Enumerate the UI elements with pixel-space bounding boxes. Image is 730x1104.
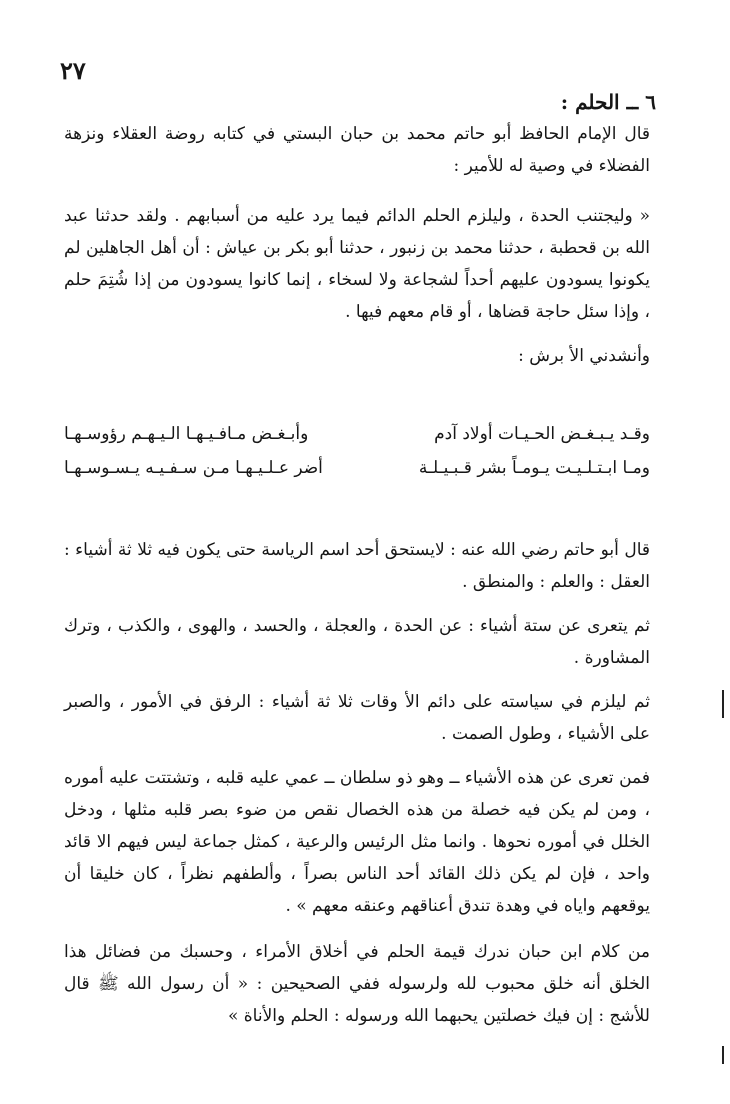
page-number: ٢٧ [60, 56, 86, 85]
paragraph-ruler-example: فمن تعرى عن هذه الأشياء ــ وهو ذو سلطان ــ عمي عليه قلبه ، وتشتتت عليه أموره ، ومن لم يكن فيه خصلة من هذه الخصال نقص من ضوء بصر قلبه مثلها ، ودخل الخلل في أموره نحوها . وانما مثل الرئيس والرعية ، كمثل جماعة ليس فيهم الا قائد واحد ، فإن لم يكن ذلك القائد أحد الناس بصراً ، وألطفهم نظراً ، كان خليقا أن يوقعهم واياه في وهدة تندق أعناقهم وعنقه معهم » . [64, 768, 650, 916]
poem-line-1-first-hemistich: وقـد يـبـغـض الحـيـات أولاد آدم [434, 424, 650, 444]
poem-line-2-second-hemistich: أضر عـلـيـهـا مـن سـفـيـه يـسـوسـهـا [64, 458, 323, 478]
section-heading: ٦ ــ الحلم : [560, 90, 656, 114]
paragraph-leadership-qualities: قال أبو حاتم رضي الله عنه : لايستحق أحد اسم الرياسة حتى يكون فيه ثلا ثة أشياء : العقل : والعلم : والمنطق . [64, 540, 650, 592]
paragraph-quote: « وليجتنب الحدة ، وليلزم الحلم الدائم فيما يرد عليه من أسبابهم . ولقد حدثنا عبد الله بن قحطبة ، حدثنا محمد بن زنبور ، حدثنا أبو بكر بن عياش : أن أهل الجاهلين لم يكونوا يسودون عليهم أحداً لشجاعة ولا لسخاء ، إنما كانوا يسودون من إذا شُتِمَ حلم ، وإذا سئل حاجة قضاها ، أو قام معهم فيها . [64, 206, 650, 322]
paragraph-six-things: ثم يتعرى عن ستة أشياء : عن الحدة ، والعجلة ، والحسد ، والهوى ، والكذب ، وترك المشاورة . [64, 616, 650, 668]
paragraph-hadith: من كلام ابن حبان ندرك قيمة الحلم في أخلاق الأمراء ، وحسبك من فضائل هذا الخلق أنه خلق محبوب لله ولرسوله ففي الصحيحين : « أن رسول الله ﷺ قال للأشج : إن فيك خصلتين يحبهما الله ورسوله : الحلم والأناة » [64, 942, 650, 1026]
paragraph-intro: قال الإمام الحافظ أبو حاتم محمد بن حبان البستي في كتابه روضة العقلاء ونزهة الفضلاء في وصية له للأمير : [64, 124, 650, 176]
paragraph-three-things: ثم ليلزم في سياسته على دائم الأ وقات ثلا ثة أشياء : الرفق في الأمور ، والصبر على الأشياء ، وطول الصمت . [64, 692, 650, 744]
margin-mark [722, 1046, 724, 1064]
poem-line-2-first-hemistich: ومـا ابـتـلـيـت يـومـاً بشر قـبـيـلـة [418, 458, 650, 478]
margin-mark [722, 690, 724, 718]
poem-line-1-second-hemistich: وأبـغـض مـافـيـهـا الـيـهـم رؤوسـهـا [64, 424, 309, 444]
paragraph-poem-intro: وأنشدني الأ برش : [518, 346, 650, 366]
